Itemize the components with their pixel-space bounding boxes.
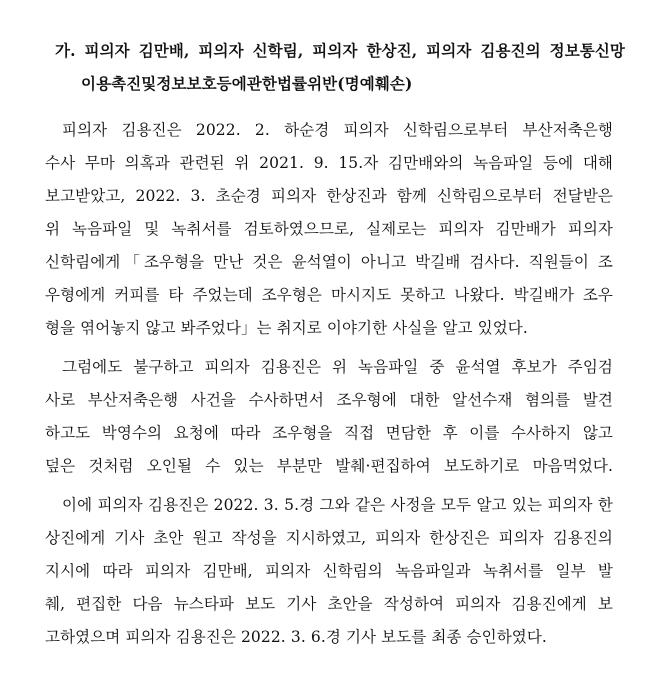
paragraph-line: 상진에게 기사 초안 원고 작성을 지시하였고, 피의자 한상진은 피의자 김용진의 xyxy=(45,529,613,547)
paragraph-line: 고하였으며 피의자 김용진은 2022. 3. 6.경 기사 보도를 최종 승인하였다. xyxy=(45,628,547,646)
paragraph-line: 췌, 편집한 다음 뉴스타파 보도 기사 초안을 작성하여 피의자 김용진에게 보 xyxy=(45,595,613,613)
paragraph-line: 지시에 따라 피의자 김만배, 피의자 신학림의 녹음파일과 녹취서를 일부 발 xyxy=(45,562,613,580)
paragraph-line: 위 녹음파일 및 녹취서를 검토하였으므로, 실제로는 피의자 김만배가 피의자 xyxy=(45,220,613,238)
paragraph-line: 보고받았고, 2022. 3. 초순경 피의자 한상진과 함께 신학림으로부터 전달받은 xyxy=(45,187,613,205)
heading-line-1: 가. 피의자 김만배, 피의자 신학림, 피의자 한상진, 피의자 김용진의 정보통신망 xyxy=(55,41,625,60)
section-heading xyxy=(55,34,625,100)
paragraph-line: 그럼에도 불구하고 피의자 김용진은 위 녹음파일 중 윤석열 후보가 주임검 xyxy=(62,358,613,376)
paragraph-line: 우형에게 커피를 타 주었는데 조우형은 마시지도 못하고 나왔다. 박길배가 조우 xyxy=(45,286,613,304)
paragraph-line: 형을 엮어놓지 않고 봐주었다」는 취지로 이야기한 사실을 알고 있었다. xyxy=(45,319,528,337)
paragraph-line: 피의자 김용진은 2022. 2. 하순경 피의자 신학림으로부터 부산저축은행 xyxy=(62,121,613,139)
paragraph-line: 사로 부산저축은행 사건을 수사하면서 조우형에 대한 알선수재 혐의를 발견 xyxy=(45,391,613,409)
paragraph-line: 수사 무마 의혹과 관련된 위 2021. 9. 15.자 김만배와의 녹음파일 등에 대해 xyxy=(45,154,613,172)
paragraph-line: 하고도 박영수의 요청에 따라 조우형을 직접 면담한 후 이를 수사하지 않고 xyxy=(45,424,613,442)
paragraph-line: 이에 피의자 김용진은 2022. 3. 5.경 그와 같은 사정을 모두 알고 있는 피의자 한 xyxy=(62,496,613,514)
paragraph-2 xyxy=(45,351,613,483)
heading-line-2: 이용촉진및정보보호등에관한법률위반(명예훼손) xyxy=(81,74,413,93)
paragraph-1 xyxy=(45,114,613,345)
paragraph-line: 덮은 것처럼 오인될 수 있는 부분만 발췌·편집하여 보도하기로 마음먹었다. xyxy=(45,457,613,475)
paragraph-line: 신학림에게「조우형을 만난 것은 윤석열이 아니고 박길배 검사다. 직원들이 조 xyxy=(45,253,613,271)
paragraph-3 xyxy=(45,489,613,654)
